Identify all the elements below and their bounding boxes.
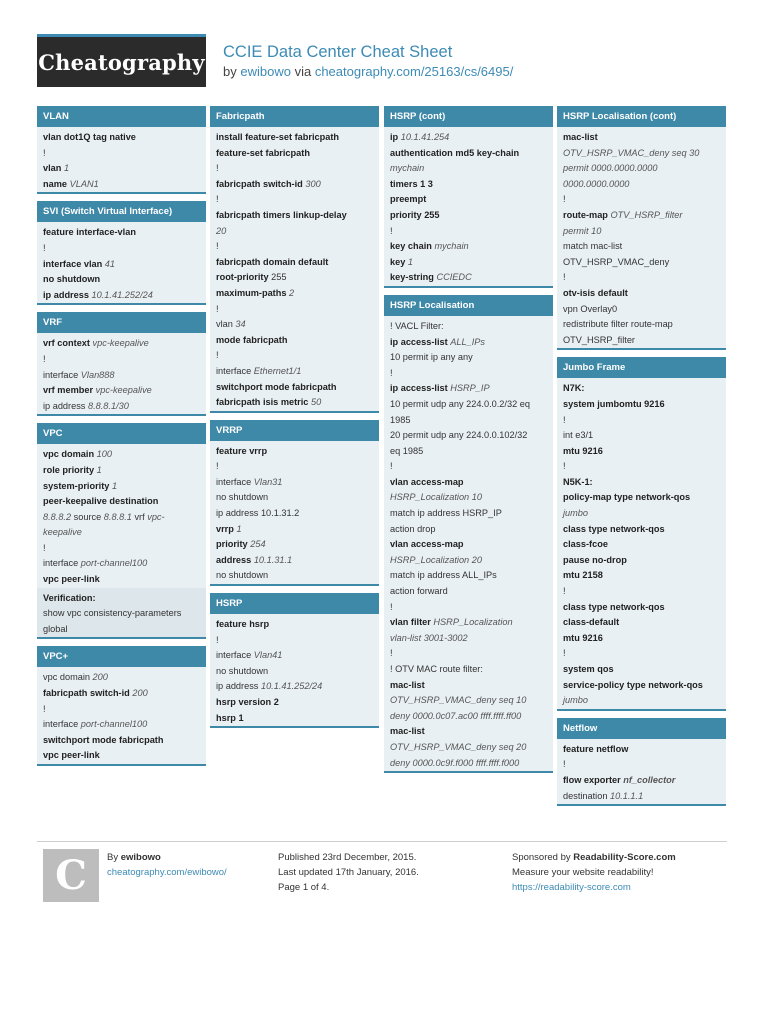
card-title: HSRP Localisation bbox=[384, 295, 553, 316]
code-line: 1985 bbox=[390, 414, 411, 425]
code-line: vlan access-map bbox=[390, 539, 464, 550]
footer-author-name: ewibowo bbox=[120, 852, 161, 863]
code-line: no shutdown bbox=[43, 274, 101, 285]
code-line: 20 permit udp any 224.0.0.102/32 bbox=[390, 430, 528, 441]
card-title: VRRP bbox=[210, 420, 379, 441]
code-line: ! bbox=[390, 601, 393, 612]
code-line: vrf member vpc-keepalive bbox=[43, 385, 152, 396]
code-line: HSRP_Localization 20 bbox=[390, 554, 482, 565]
code-line: interface port-channel100 bbox=[43, 558, 148, 569]
code-line: int e3/1 bbox=[563, 430, 594, 441]
code-line: ! VACL Filter: bbox=[390, 320, 444, 331]
code-line: ip 10.1.41.254 bbox=[390, 132, 450, 142]
card-title: HSRP (cont) bbox=[384, 106, 553, 127]
code-line: ip address 10.1.41.252/24 bbox=[216, 681, 323, 692]
footer-divider bbox=[37, 841, 727, 842]
code-line: vpc domain 100 bbox=[43, 449, 112, 460]
code-line: feature-set fabricpath bbox=[216, 147, 310, 158]
column-3 bbox=[384, 106, 553, 780]
code-line: mode fabricpath bbox=[216, 334, 288, 345]
code-line: OTV_HSRP_VMAC_deny seq 10 bbox=[390, 695, 527, 706]
code-line: ! bbox=[563, 648, 566, 659]
code-line: key 1 bbox=[390, 256, 414, 267]
code-line: ! bbox=[43, 353, 46, 364]
code-line: permit 0000.0000.0000 bbox=[563, 163, 658, 174]
code-line: otv-isis default bbox=[563, 287, 628, 298]
code-line: mychain bbox=[390, 163, 425, 174]
code-line: no shutdown bbox=[216, 665, 269, 676]
footer-author bbox=[107, 850, 227, 880]
code-line: ! bbox=[563, 272, 566, 283]
code-line: show vpc consistency-parameters bbox=[37, 606, 206, 622]
code-line: deny 0000.0c9f.f000 ffff.ffff.f000 bbox=[390, 757, 520, 768]
code-line: OTV_HSRP_VMAC_deny bbox=[563, 256, 670, 267]
code-line: match ip address ALL_IPs bbox=[390, 570, 497, 581]
code-line: no shutdown bbox=[216, 492, 269, 503]
code-line: mac-list bbox=[390, 679, 425, 690]
code-line: ! bbox=[43, 242, 46, 253]
card-hsrp bbox=[210, 593, 379, 728]
card-title: SVI (Switch Virtual Interface) bbox=[37, 201, 206, 222]
code-line: eq 1985 bbox=[390, 445, 424, 456]
card-title: VLAN bbox=[37, 106, 206, 127]
code-line: ! bbox=[216, 303, 219, 314]
author-link[interactable]: ewibowo bbox=[240, 64, 291, 79]
code-line: priority 254 bbox=[216, 539, 266, 550]
page-title: CCIE Data Center Cheat Sheet bbox=[223, 43, 453, 61]
code-line: interface Ethernet1/1 bbox=[216, 365, 302, 376]
code-line: N5K-1: bbox=[563, 476, 593, 487]
code-line: match mac-list bbox=[563, 241, 623, 252]
code-line: no shutdown bbox=[216, 570, 269, 581]
code-line: vpn Overlay0 bbox=[563, 303, 618, 314]
code-line: vpc peer-link bbox=[43, 750, 100, 761]
card-vpc bbox=[37, 423, 206, 639]
card-title: Netflow bbox=[557, 718, 726, 739]
card-title: HSRP bbox=[210, 593, 379, 614]
column-1 bbox=[37, 106, 206, 773]
card-title: Fabricpath bbox=[210, 106, 379, 127]
code-line: role priority 1 bbox=[43, 464, 102, 475]
code-line: vrf context vpc-keepalive bbox=[43, 338, 149, 349]
code-line: ! bbox=[216, 350, 219, 361]
code-line: system jumbomtu 9216 bbox=[563, 398, 665, 409]
code-line: action forward bbox=[390, 586, 448, 597]
code-line: feature hsrp bbox=[216, 619, 270, 630]
sponsor-tagline: Measure your website readability! bbox=[512, 867, 654, 878]
code-line: vlan filter HSRP_Localization bbox=[390, 617, 513, 628]
card-title: VRF bbox=[37, 312, 206, 333]
code-line: OTV_HSRP_VMAC_deny seq 20 bbox=[390, 741, 527, 752]
code-line: ! bbox=[43, 147, 46, 158]
sheet-url-link[interactable]: cheatography.com/25163/cs/6495/ bbox=[314, 64, 514, 79]
code-line: vlan dot1Q tag native bbox=[43, 132, 136, 142]
code-line: ! bbox=[390, 225, 393, 236]
card-vrrp bbox=[210, 420, 379, 586]
card-hsrp-localisation-cont bbox=[557, 106, 726, 350]
footer-author-link[interactable]: cheatography.com/ewibowo/ bbox=[107, 867, 227, 878]
code-line: ! bbox=[563, 586, 566, 597]
card-title: Jumbo Frame bbox=[557, 357, 726, 378]
code-line: flow exporter nf_collector bbox=[563, 774, 676, 785]
code-line: ! bbox=[563, 194, 566, 205]
code-line: switchport mode fabricpath bbox=[216, 381, 337, 392]
code-line: 10 permit udp any 224.0.0.2/32 eq bbox=[390, 398, 530, 409]
page-number: Page 1 of 4. bbox=[278, 882, 330, 893]
code-line: global bbox=[37, 622, 206, 638]
code-line: mtu 9216 bbox=[563, 632, 603, 643]
code-line: switchport mode fabricpath bbox=[43, 734, 164, 745]
code-line: OTV_HSRP_VMAC_deny seq 30 bbox=[563, 147, 700, 158]
code-line: feature netflow bbox=[563, 743, 629, 754]
card-fabricpath bbox=[210, 106, 379, 413]
code-line: interface Vlan41 bbox=[216, 650, 283, 661]
code-line: class type network-qos bbox=[563, 523, 665, 534]
code-line: hsrp version 2 bbox=[216, 697, 279, 707]
code-line: vrrp 1 bbox=[216, 523, 242, 534]
card-title: HSRP Localisation (cont) bbox=[557, 106, 726, 127]
code-line: ip access-list HSRP_IP bbox=[390, 383, 490, 394]
code-line: ! bbox=[216, 194, 219, 205]
sponsor-name: Readability-Score.com bbox=[573, 852, 676, 863]
code-line: system qos bbox=[563, 664, 614, 674]
code-line: destination 10.1.1.1 bbox=[563, 790, 644, 801]
code-line: match ip address HSRP_IP bbox=[390, 508, 502, 519]
code-line: action drop bbox=[390, 523, 436, 534]
code-line: address 10.1.31.1 bbox=[216, 554, 293, 565]
code-line: interface Vlan31 bbox=[216, 476, 283, 487]
code-line: authentication md5 key-chain bbox=[390, 147, 520, 158]
code-line: ! OTV MAC route filter: bbox=[390, 664, 483, 674]
code-line: feature interface-vlan bbox=[43, 227, 136, 238]
code-line: mac-list bbox=[563, 132, 598, 142]
code-line: ! bbox=[216, 163, 219, 174]
code-line: hsrp 1 bbox=[216, 712, 244, 723]
cheatography-logo[interactable]: Cheatography bbox=[37, 34, 206, 87]
code-line: priority 255 bbox=[390, 209, 440, 220]
column-2 bbox=[210, 106, 379, 735]
code-line: fabricpath switch-id 200 bbox=[43, 688, 148, 699]
footer-by-label: By bbox=[107, 852, 119, 863]
code-line: redistribute filter route-map bbox=[563, 319, 673, 330]
author-avatar: C bbox=[43, 849, 99, 902]
card-hsrp-localisation bbox=[384, 295, 553, 773]
footer-sponsor bbox=[512, 850, 676, 895]
code-line: ip address 10.1.41.252/24 bbox=[43, 289, 153, 300]
code-line: interface port-channel100 bbox=[43, 719, 148, 730]
code-line: ! bbox=[390, 367, 393, 378]
code-line: ! bbox=[43, 542, 46, 553]
code-line: interface Vlan888 bbox=[43, 369, 115, 380]
code-line: route-map OTV_HSRP_filter bbox=[563, 209, 683, 220]
code-line: system-priority 1 bbox=[43, 480, 118, 491]
code-line: ! bbox=[563, 461, 566, 472]
code-line: Verification: bbox=[37, 588, 206, 607]
code-line: 8.8.8.2 source 8.8.8.1 vrf vpc- bbox=[43, 511, 165, 522]
sponsor-link[interactable]: https://readability-score.com bbox=[512, 882, 631, 893]
code-line: vlan-list 3001-3002 bbox=[390, 632, 468, 643]
code-line: key chain mychain bbox=[390, 241, 469, 252]
code-line: N7K: bbox=[563, 383, 585, 394]
by-label: by bbox=[223, 64, 237, 79]
code-line: mac-list bbox=[390, 726, 425, 737]
code-line: peer-keepalive destination bbox=[43, 496, 159, 507]
code-line: class-default bbox=[563, 617, 620, 628]
code-line: service-policy type network-qos bbox=[563, 679, 703, 690]
card-vrf bbox=[37, 312, 206, 416]
code-line: fabricpath domain default bbox=[216, 256, 329, 267]
code-line: vlan 1 bbox=[43, 163, 70, 174]
card-netflow bbox=[557, 718, 726, 806]
code-line: ip address 8.8.8.1/30 bbox=[43, 400, 129, 411]
code-line: fabricpath isis metric 50 bbox=[216, 397, 322, 408]
code-line: install feature-set fabricpath bbox=[216, 132, 340, 142]
card-jumbo-frame bbox=[557, 357, 726, 710]
code-line: policy-map type network-qos bbox=[563, 492, 691, 503]
code-line: ! bbox=[43, 703, 46, 714]
code-line: feature vrrp bbox=[216, 445, 268, 456]
card-hsrp-cont bbox=[384, 106, 553, 288]
card-title: VPC+ bbox=[37, 646, 206, 667]
code-line: pause no-drop bbox=[563, 554, 627, 565]
code-line: maximum-paths 2 bbox=[216, 287, 295, 298]
card-vpc-plus bbox=[37, 646, 206, 766]
code-line: ! bbox=[390, 461, 393, 472]
code-line: ip address 10.1.31.2 bbox=[216, 508, 300, 519]
sponsor-prefix: Sponsored by bbox=[512, 852, 571, 863]
code-line: OTV_HSRP_filter bbox=[563, 334, 635, 345]
code-line: HSRP_Localization 10 bbox=[390, 492, 482, 503]
card-svi bbox=[37, 201, 206, 305]
code-line: ! bbox=[390, 648, 393, 659]
code-line: vpc domain 200 bbox=[43, 672, 108, 683]
code-line: class-fcoe bbox=[563, 539, 608, 550]
code-line: 10 permit ip any any bbox=[390, 352, 473, 363]
code-line: jumbo bbox=[563, 508, 589, 519]
code-line: ! bbox=[563, 759, 566, 770]
code-line: permit 10 bbox=[563, 225, 602, 236]
footer-publish-info bbox=[278, 850, 419, 895]
code-line: ip access-list ALL_IPs bbox=[390, 336, 486, 347]
code-line: vpc peer-link bbox=[43, 574, 100, 585]
card-vlan bbox=[37, 106, 206, 194]
code-line: ! bbox=[216, 634, 219, 645]
code-line: fabricpath switch-id 300 bbox=[216, 178, 321, 189]
code-line: mtu 2158 bbox=[563, 570, 603, 581]
code-line: interface vlan 41 bbox=[43, 258, 116, 269]
code-line: preempt bbox=[390, 194, 427, 205]
code-line: keepalive bbox=[43, 527, 82, 538]
code-line: ! bbox=[216, 461, 219, 472]
published-date: Published 23rd December, 2015. bbox=[278, 852, 417, 863]
code-line: jumbo bbox=[563, 695, 589, 706]
code-line: timers 1 3 bbox=[390, 178, 433, 189]
code-line: class type network-qos bbox=[563, 601, 665, 612]
updated-date: Last updated 17th January, 2016. bbox=[278, 867, 419, 878]
code-line: root-priority 255 bbox=[216, 272, 287, 283]
code-line: ! bbox=[216, 241, 219, 252]
code-line: key-string CCIEDC bbox=[390, 272, 472, 283]
code-line: name VLAN1 bbox=[43, 178, 99, 189]
code-line: fabricpath timers linkup-delay bbox=[216, 209, 347, 220]
code-line: mtu 9216 bbox=[563, 445, 603, 456]
card-title: VPC bbox=[37, 423, 206, 444]
column-4 bbox=[557, 106, 726, 813]
code-line: vlan access-map bbox=[390, 476, 464, 487]
page-subtitle bbox=[223, 64, 513, 79]
code-line: vlan 34 bbox=[216, 319, 246, 330]
code-line: 0000.0000.0000 bbox=[563, 178, 630, 189]
code-line: ! bbox=[563, 414, 566, 425]
code-line: deny 0000.0c07.ac00 ffff.ffff.ff00 bbox=[390, 710, 522, 721]
via-label: via bbox=[294, 64, 312, 79]
code-line: 20 bbox=[216, 225, 227, 236]
